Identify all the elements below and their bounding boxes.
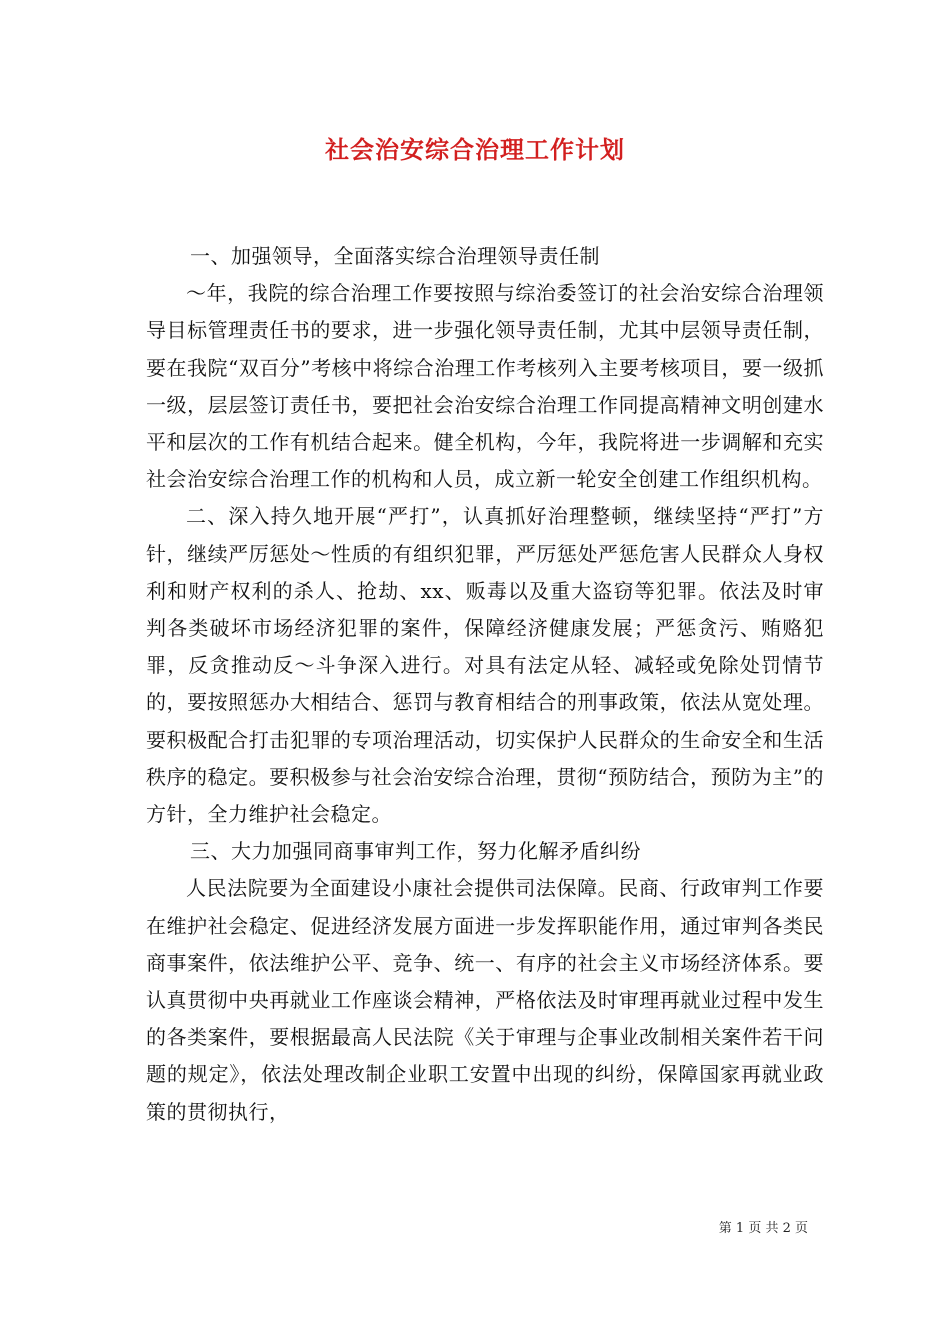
section-paragraph-2: 二、深入持久地开展“严打”，认真抓好治理整顿，继续坚持“严打”方针，继续严厉惩处～性质的有组织犯罪，严厉惩处严惩危害人民群众人身权利和财产权利的杀人、抢劫、xx、贩毒以及重大盗窃等犯罪。依法及时审判各类破坏市场经济犯罪的案件，保障经济健康发展；严惩贪污、贿赂犯罪，反贪推动反～斗争深入进行。对具有法定从轻、减轻或免除处罚情节的，要按照惩办大相结合、惩罚与教育相结合的刑事政策，依法从宽处理。要积极配合打击犯罪的专项治理活动，切实保护人民群众的生命安全和生活秩序的稳定。要积极参与社会治安综合治理，贯彻“预防结合，预防为主”的方针，全力维护社会稳定。 [146, 504, 824, 827]
section-heading-3: 三、大力加强同商事审判工作，努力化解矛盾纠纷 [190, 839, 641, 864]
document-title: 社会治安综合治理工作计划 [325, 135, 625, 164]
page-number-footer: 第 1 页 共 2 页 [718, 1221, 808, 1236]
document-body [146, 238, 824, 1131]
section-paragraph-1: ～年，我院的综合治理工作要按照与综治委签订的社会治安综合治理领导目标管理责任书的要求，进一步强化领导责任制，尤其中层领导责任制，要在我院“双百分”考核中将综合治理工作考核列入主要考核项目，要一级抓一级，层层签订责任书，要把社会治安综合治理工作同提高精神文明创建水平和层次的工作有机结合起来。健全机构，今年，我院将进一步调解和充实社会治安综合治理工作的机构和人员，成立新一轮安全创建工作组织机构。 [146, 281, 824, 492]
section-heading-1: 一、加强领导，全面落实综合治理领导责任制 [190, 244, 600, 268]
section-paragraph-3: 人民法院要为全面建设小康社会提供司法保障。民商、行政审判工作要在维护社会稳定、促进经济发展方面进一步发挥职能作用，通过审判各类民商事案件，依法维护公平、竞争、统一、有序的社会主义市场经济体系。要认真贯彻中央再就业工作座谈会精神，严格依法及时审理再就业过程中发生的各类案件，要根据最高人民法院《关于审理与企事业改制相关案件若干问题的规定》，依法处理改制企业职工安置中出现的纠纷，保障国家再就业政策的贯彻执行， [146, 876, 824, 1124]
